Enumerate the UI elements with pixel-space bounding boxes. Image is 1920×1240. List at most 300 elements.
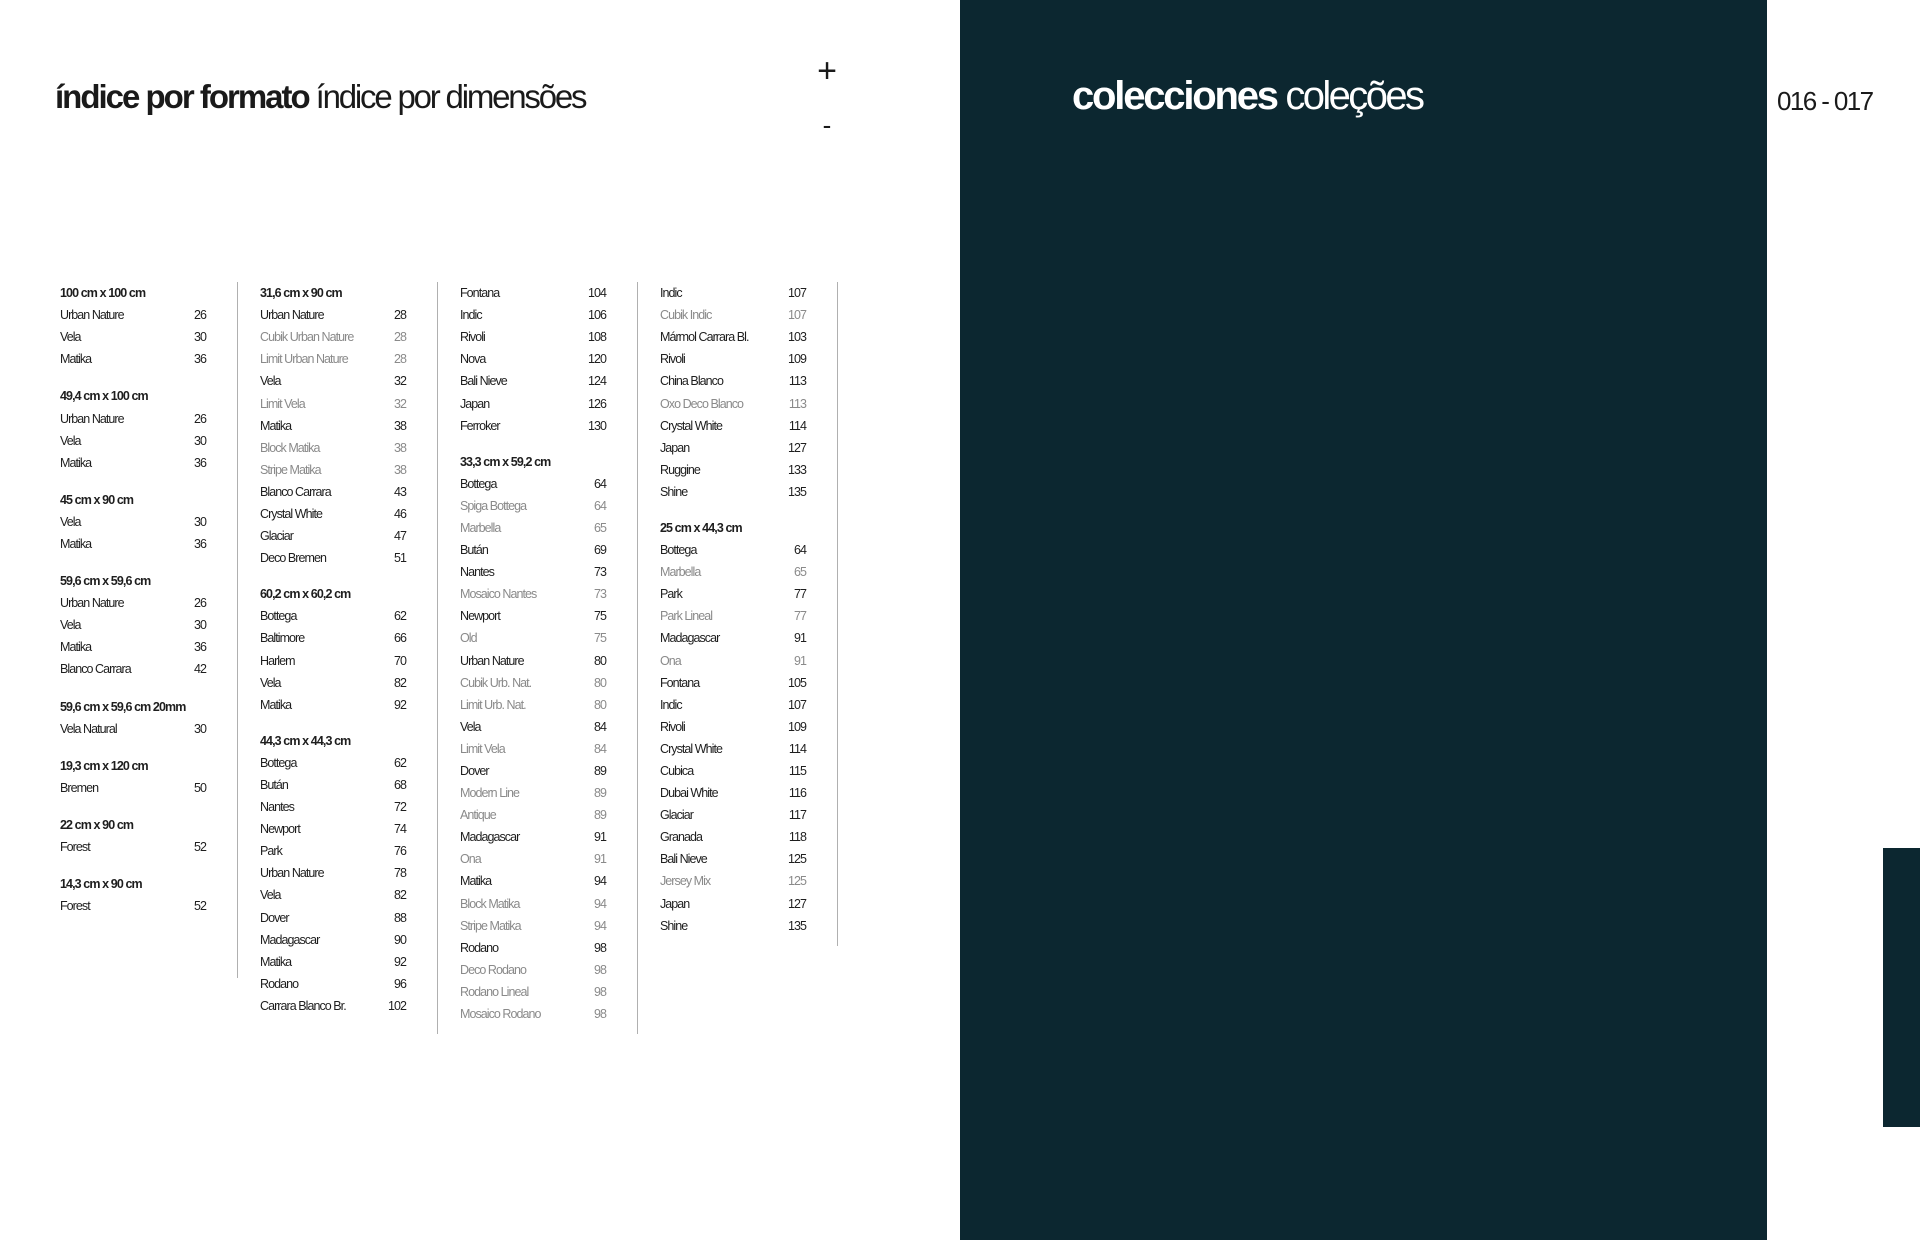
index-entry[interactable] [460, 326, 606, 348]
index-section [60, 489, 206, 555]
entry-name: Modern Line [460, 786, 520, 801]
index-title-spanish: índice por formato [55, 78, 309, 115]
index-section [460, 451, 606, 1025]
entry-page: 98 [593, 1007, 606, 1022]
entry-name: Nova [460, 352, 486, 367]
entry-name: Crystal White [660, 418, 722, 433]
entry-page: 127 [787, 440, 806, 455]
entry-name: Bután [460, 543, 488, 558]
index-entry[interactable] [60, 304, 206, 326]
collections-panel [960, 0, 1767, 1240]
index-entry[interactable] [660, 672, 806, 694]
index-entry[interactable] [660, 539, 806, 561]
index-entry[interactable] [260, 774, 406, 796]
index-entry[interactable] [460, 583, 606, 605]
index-entry[interactable] [460, 760, 606, 782]
entry-page: 114 [788, 418, 806, 433]
index-entry[interactable] [260, 862, 406, 884]
entry-name: Matika [260, 418, 292, 433]
index-entry[interactable] [260, 672, 406, 694]
index-entry[interactable] [660, 915, 806, 937]
entry-page: 65 [793, 565, 806, 580]
index-entry[interactable] [60, 614, 206, 636]
entry-name: Block Matika [460, 896, 520, 911]
entry-name: Rivoli [660, 352, 685, 367]
entry-page: 115 [788, 764, 806, 779]
entry-page: 92 [393, 954, 406, 969]
index-entry[interactable] [660, 694, 806, 716]
index-entry[interactable] [460, 870, 606, 892]
index-entry[interactable] [460, 915, 606, 937]
index-entry[interactable] [260, 884, 406, 906]
index-entry[interactable] [660, 583, 806, 605]
entry-name: Granada [660, 830, 702, 845]
entry-page: 120 [587, 352, 606, 367]
entry-page: 77 [793, 587, 806, 602]
entry-name: Shine [660, 484, 688, 499]
entry-name: Ona [660, 653, 681, 668]
index-entry[interactable] [260, 694, 406, 716]
entry-name: Dover [460, 764, 489, 779]
index-entry[interactable] [460, 716, 606, 738]
index-entry[interactable] [460, 282, 606, 304]
entry-page: 74 [393, 822, 406, 837]
entry-name: Matika [60, 352, 92, 367]
entry-page: 103 [787, 330, 806, 345]
index-entry[interactable] [60, 636, 206, 658]
entry-name: Newport [460, 609, 500, 624]
index-entry[interactable] [260, 547, 406, 569]
column-divider [637, 282, 638, 1034]
index-entry[interactable] [460, 605, 606, 627]
entry-page: 38 [393, 440, 406, 455]
index-entry[interactable] [660, 304, 806, 326]
entry-page: 73 [593, 587, 606, 602]
index-entry[interactable] [260, 392, 406, 414]
entry-page: 77 [793, 609, 806, 624]
entry-name: Bottega [660, 543, 697, 558]
entry-page: 89 [593, 808, 606, 823]
entry-page: 89 [593, 764, 606, 779]
index-entry[interactable] [60, 348, 206, 370]
entry-name: Ona [460, 852, 481, 867]
entry-page: 52 [193, 899, 206, 914]
entry-name: Harlem [260, 653, 295, 668]
index-entry[interactable] [460, 848, 606, 870]
section-heading: 25 cm x 44,3 cm [660, 520, 742, 535]
entry-page: 125 [787, 852, 806, 867]
index-entry[interactable] [660, 627, 806, 649]
zoom-out-button[interactable]: - [822, 110, 832, 140]
entry-name: Marbella [660, 565, 701, 580]
entry-page: 30 [193, 330, 206, 345]
entry-name: Carrara Blanco Br. [260, 998, 346, 1013]
entry-name: Antique [460, 808, 496, 823]
index-entry[interactable] [460, 893, 606, 915]
entry-page: 26 [193, 411, 206, 426]
entry-page: 91 [593, 852, 606, 867]
entry-name: Matika [60, 536, 92, 551]
entry-name: Mosaico Nantes [460, 587, 537, 602]
index-entry[interactable] [60, 533, 206, 555]
entry-page: 78 [393, 866, 406, 881]
index-entry[interactable] [460, 981, 606, 1003]
entry-page: 113 [788, 396, 806, 411]
entry-page: 107 [787, 286, 806, 301]
entry-page: 64 [593, 498, 606, 513]
index-entry[interactable] [260, 605, 406, 627]
entry-name: Deco Rodano [460, 962, 526, 977]
index-entry[interactable] [60, 592, 206, 614]
entry-name: Matika [460, 874, 492, 889]
index-entry[interactable] [460, 650, 606, 672]
entry-page: 89 [593, 786, 606, 801]
entry-page: 80 [593, 653, 606, 668]
index-entry[interactable] [260, 525, 406, 547]
entry-page: 126 [587, 396, 606, 411]
entry-name: Cubik Urban Nature [260, 330, 354, 345]
index-entry[interactable] [660, 326, 806, 348]
section-heading: 49,4 cm x 100 cm [60, 389, 148, 404]
index-entry[interactable] [260, 503, 406, 525]
entry-name: Limit Urban Nature [260, 352, 348, 367]
entry-name: Glaciar [660, 808, 693, 823]
entry-page: 135 [787, 918, 806, 933]
entry-name: Mármol Carrara Bl. [660, 330, 749, 345]
entry-page: 113 [788, 374, 806, 389]
index-entry[interactable] [660, 804, 806, 826]
entry-page: 30 [193, 433, 206, 448]
index-entry[interactable] [260, 818, 406, 840]
entry-page: 50 [193, 780, 206, 795]
entry-name: Bali Nieve [660, 852, 707, 867]
index-entry[interactable] [260, 995, 406, 1017]
entry-page: 106 [587, 308, 606, 323]
entry-name: Vela [260, 675, 281, 690]
entry-name: Blanco Carrara [60, 662, 131, 677]
section-heading: 45 cm x 90 cm [60, 492, 134, 507]
index-entry[interactable] [260, 481, 406, 503]
index-entry[interactable] [460, 627, 606, 649]
index-entry[interactable] [260, 907, 406, 929]
entry-name: Newport [260, 822, 300, 837]
entry-name: Rodano [260, 976, 299, 991]
entry-page: 52 [193, 840, 206, 855]
index-entry[interactable] [660, 348, 806, 370]
entry-page: 107 [787, 308, 806, 323]
entry-page: 98 [593, 962, 606, 977]
index-title-portuguese: índice por dimensões [315, 78, 586, 115]
entry-name: Nantes [260, 800, 294, 815]
index-entry[interactable] [460, 392, 606, 414]
index-entry[interactable] [660, 826, 806, 848]
entry-page: 65 [593, 520, 606, 535]
entry-page: 94 [593, 918, 606, 933]
entry-page: 105 [787, 675, 806, 690]
index-entry[interactable] [60, 430, 206, 452]
entry-name: Oxo Deco Blanco [660, 396, 744, 411]
index-section [60, 696, 206, 740]
index-entry[interactable] [660, 782, 806, 804]
collections-title-spanish: colecciones [1072, 74, 1277, 118]
index-entry[interactable] [460, 561, 606, 583]
index-entry[interactable] [60, 511, 206, 533]
index-entry[interactable] [260, 348, 406, 370]
entry-name: Urban Nature [460, 653, 524, 668]
entry-name: Baltimore [260, 631, 305, 646]
entry-page: 127 [787, 896, 806, 911]
entry-name: Dubai White [660, 786, 718, 801]
index-entry[interactable] [60, 777, 206, 799]
entry-name: Vela [60, 618, 81, 633]
entry-page: 96 [393, 976, 406, 991]
entry-name: Bután [260, 778, 288, 793]
entry-page: 43 [393, 484, 406, 499]
index-section [660, 282, 806, 503]
index-entry[interactable] [260, 437, 406, 459]
entry-page: 46 [393, 506, 406, 521]
column-divider [237, 282, 238, 978]
entry-name: Limit Urb. Nat. [460, 697, 526, 712]
index-entry[interactable] [460, 804, 606, 826]
index-entry[interactable] [60, 836, 206, 858]
entry-name: Madagascar [260, 932, 320, 947]
entry-page: 94 [593, 874, 606, 889]
entry-page: 66 [393, 631, 406, 646]
entry-page: 30 [193, 514, 206, 529]
index-section [60, 814, 206, 858]
index-entry[interactable] [260, 951, 406, 973]
index-entry[interactable] [460, 473, 606, 495]
entry-name: Cubica [660, 764, 694, 779]
page-numbers: 016 - 017 [1777, 86, 1873, 116]
entry-page: 91 [793, 631, 806, 646]
entry-page: 70 [393, 653, 406, 668]
index-section [460, 282, 606, 437]
entry-page: 68 [393, 778, 406, 793]
index-column-1 [60, 282, 206, 932]
index-entry[interactable] [660, 605, 806, 627]
entry-page: 117 [788, 808, 806, 823]
index-entry[interactable] [260, 796, 406, 818]
index-entry[interactable] [660, 437, 806, 459]
side-tab [1883, 848, 1920, 1127]
index-entry[interactable] [260, 650, 406, 672]
entry-name: Spiga Bottega [460, 498, 527, 513]
index-entry[interactable] [460, 782, 606, 804]
entry-page: 98 [593, 984, 606, 999]
section-heading: 60,2 cm x 60,2 cm [260, 587, 351, 602]
entry-page: 36 [193, 640, 206, 655]
entry-page: 28 [393, 352, 406, 367]
index-entry[interactable] [260, 627, 406, 649]
entry-page: 124 [587, 374, 606, 389]
index-entry[interactable] [660, 870, 806, 892]
entry-name: Indic [460, 308, 482, 323]
entry-page: 36 [193, 352, 206, 367]
entry-page: 133 [787, 462, 806, 477]
index-entry[interactable] [260, 752, 406, 774]
entry-page: 90 [393, 932, 406, 947]
entry-name: Old [460, 631, 477, 646]
entry-name: Japan [460, 396, 490, 411]
index-entry[interactable] [460, 415, 606, 437]
entry-name: Rivoli [460, 330, 485, 345]
entry-page: 47 [393, 529, 406, 544]
index-section [260, 730, 406, 1017]
entry-page: 76 [393, 844, 406, 859]
entry-page: 82 [393, 675, 406, 690]
index-entry[interactable] [60, 407, 206, 429]
entry-page: 73 [593, 565, 606, 580]
entry-name: Dover [260, 910, 289, 925]
entry-name: Madagascar [660, 631, 720, 646]
entry-name: Rodano Lineal [460, 984, 529, 999]
entry-page: 82 [393, 888, 406, 903]
entry-page: 30 [193, 618, 206, 633]
entry-page: 75 [593, 631, 606, 646]
section-heading: 59,6 cm x 59,6 cm [60, 574, 151, 589]
entry-page: 92 [393, 697, 406, 712]
index-entry[interactable] [660, 716, 806, 738]
index-entry[interactable] [260, 326, 406, 348]
entry-page: 109 [787, 352, 806, 367]
entry-page: 26 [193, 596, 206, 611]
index-entry[interactable] [260, 929, 406, 951]
index-entry[interactable] [660, 415, 806, 437]
section-heading: 59,6 cm x 59,6 cm 20mm [60, 699, 186, 714]
index-entry[interactable] [660, 738, 806, 760]
entry-name: Rivoli [660, 719, 685, 734]
index-entry[interactable] [260, 370, 406, 392]
entry-name: Jersey Mix [660, 874, 711, 889]
entry-name: Nantes [460, 565, 494, 580]
entry-name: Japan [660, 440, 690, 455]
entry-name: Limit Vela [260, 396, 305, 411]
entry-name: Vela [460, 719, 481, 734]
index-entry[interactable] [60, 658, 206, 680]
index-entry[interactable] [460, 348, 606, 370]
index-column-2 [260, 282, 406, 1031]
index-entry[interactable] [260, 459, 406, 481]
entry-page: 62 [393, 755, 406, 770]
entry-name: Vela [260, 374, 281, 389]
index-entry[interactable] [460, 370, 606, 392]
index-section [260, 282, 406, 569]
index-entry[interactable] [460, 959, 606, 981]
entry-name: Urban Nature [260, 866, 324, 881]
index-entry[interactable] [660, 893, 806, 915]
zoom-in-button[interactable]: + [817, 52, 837, 90]
entry-name: Bremen [60, 780, 99, 795]
entry-name: Vela Natural [60, 721, 117, 736]
section-heading: 22 cm x 90 cm [60, 817, 134, 832]
index-entry[interactable] [660, 370, 806, 392]
index-section [660, 517, 806, 937]
index-entry[interactable] [660, 760, 806, 782]
entry-name: Japan [660, 896, 690, 911]
entry-name: Indic [660, 697, 682, 712]
index-entry[interactable] [260, 415, 406, 437]
entry-page: 114 [788, 741, 806, 756]
entry-name: Ferroker [460, 418, 500, 433]
entry-name: Matika [260, 954, 292, 969]
collections-title-portuguese: coleções [1285, 74, 1423, 118]
entry-name: Blanco Carrara [260, 484, 331, 499]
entry-name: Limit Vela [460, 741, 505, 756]
index-entry[interactable] [660, 650, 806, 672]
index-entry[interactable] [660, 481, 806, 503]
entry-page: 26 [193, 308, 206, 323]
entry-name: Madagascar [460, 830, 520, 845]
entry-name: Bottega [260, 609, 297, 624]
entry-page: 84 [593, 741, 606, 756]
entry-name: Bottega [260, 755, 297, 770]
index-entry[interactable] [660, 561, 806, 583]
entry-name: Matika [60, 640, 92, 655]
index-entry[interactable] [60, 452, 206, 474]
index-entry[interactable] [460, 937, 606, 959]
index-entry[interactable] [260, 304, 406, 326]
entry-name: Indic [660, 286, 682, 301]
entry-page: 42 [193, 662, 206, 677]
entry-page: 32 [393, 396, 406, 411]
index-entry[interactable] [460, 738, 606, 760]
index-column-3 [460, 282, 606, 1039]
index-entry[interactable] [660, 848, 806, 870]
index-entry[interactable] [460, 826, 606, 848]
index-entry[interactable] [60, 718, 206, 740]
entry-page: 64 [593, 476, 606, 491]
entry-name: Deco Bremen [260, 551, 326, 566]
index-entry[interactable] [660, 392, 806, 414]
index-entry[interactable] [460, 304, 606, 326]
entry-page: 80 [593, 697, 606, 712]
section-heading: 31,6 cm x 90 cm [260, 286, 342, 301]
index-entry[interactable] [460, 495, 606, 517]
index-entry[interactable] [260, 840, 406, 862]
entry-page: 62 [393, 609, 406, 624]
entry-page: 38 [393, 418, 406, 433]
entry-page: 107 [787, 697, 806, 712]
entry-page: 36 [193, 536, 206, 551]
section-heading: 14,3 cm x 90 cm [60, 877, 142, 892]
index-entry[interactable] [660, 459, 806, 481]
index-entry[interactable] [260, 973, 406, 995]
index-entry[interactable] [60, 326, 206, 348]
entry-page: 104 [587, 286, 606, 301]
index-entry[interactable] [460, 1003, 606, 1025]
entry-page: 84 [593, 719, 606, 734]
entry-page: 75 [593, 609, 606, 624]
entry-page: 69 [593, 543, 606, 558]
entry-name: Bali Nieve [460, 374, 507, 389]
entry-name: Matika [260, 697, 292, 712]
section-heading: 100 cm x 100 cm [60, 286, 146, 301]
entry-name: Urban Nature [60, 411, 124, 426]
index-entry[interactable] [660, 282, 806, 304]
entry-page: 98 [593, 940, 606, 955]
entry-name: Matika [60, 455, 92, 470]
index-entry[interactable] [60, 895, 206, 917]
index-entry[interactable] [460, 539, 606, 561]
index-entry[interactable] [460, 517, 606, 539]
entry-page: 91 [593, 830, 606, 845]
entry-name: Cubik Urb. Nat. [460, 675, 532, 690]
index-section [60, 873, 206, 917]
index-entry[interactable] [460, 694, 606, 716]
index-entry[interactable] [460, 672, 606, 694]
